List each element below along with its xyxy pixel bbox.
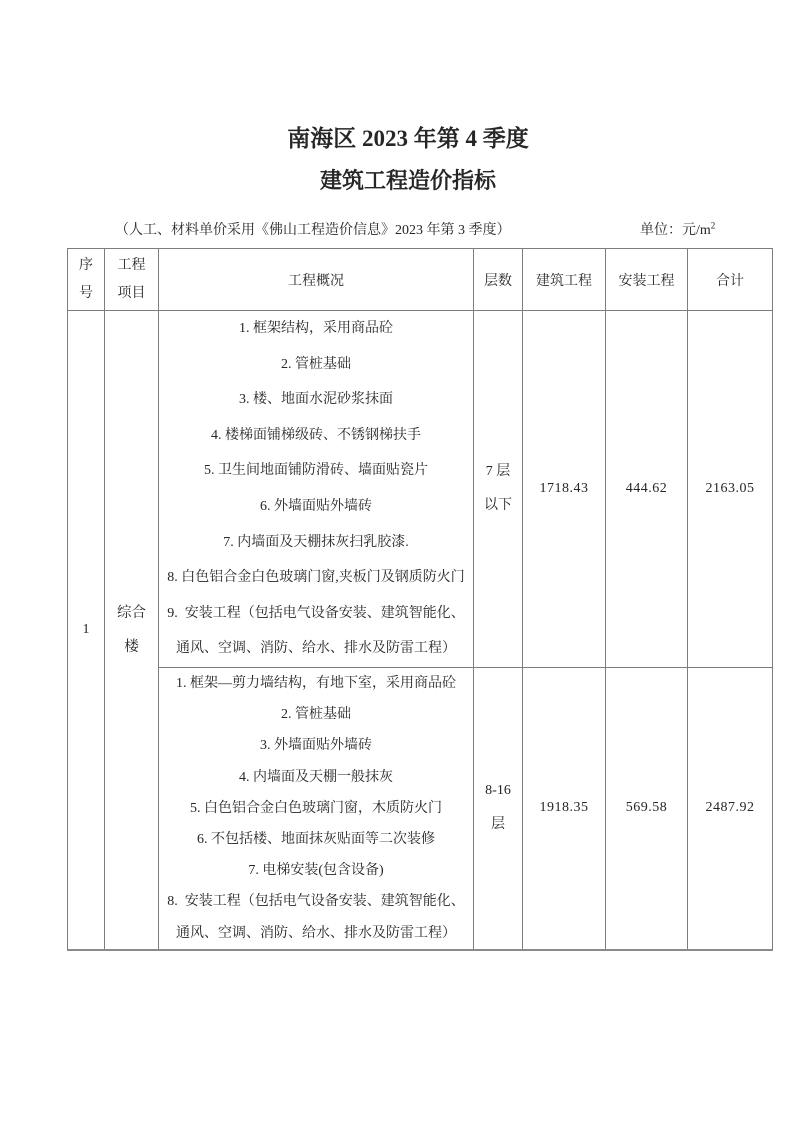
header-overview: 工程概况 [159,249,474,311]
table-row-floors-under-7 [68,311,773,668]
cell-total-cost: 2487.92 [688,667,773,949]
document-subtitle: 建筑工程造价指标 [319,168,496,193]
floors-line1: 8-16 [485,783,511,799]
unit-superscript: 2 [710,220,716,231]
overview-line: 1. 框架—剪力墙结构，有地下室，采用商品砼 [176,675,456,691]
overview-line: 4. 楼梯面铺梯级砖、不锈钢梯扶手 [211,427,421,443]
cell-overview [159,311,474,668]
overview-line: 8. 安装工程（包括电气设备安装、建筑智能化、 [167,894,465,910]
header-floors: 层数 [474,249,523,311]
table-header-row [68,249,773,311]
header-project [105,249,159,311]
source-note: （人工、材料单价采用《佛山工程造价信息》2023 年第 3 季度） [115,223,511,238]
header-total: 合计 [688,249,773,311]
floors-line2: 以下 [484,497,512,513]
overview-line: 1. 框架结构，采用商品砼 [239,321,393,336]
unit-label [640,219,715,239]
project-name-line2: 楼 [124,638,139,655]
cell-installation-cost: 444.62 [606,311,688,668]
header-project-line2: 项目 [117,285,146,301]
header-seq-line1: 序 [79,257,93,273]
cell-construction-cost: 1718.43 [523,311,606,668]
overview-line: 6. 不包括楼、地面抹灰贴面等二次装修 [197,831,435,847]
cell-overview [159,667,474,949]
overview-line: 3. 外墙面贴外墙砖 [260,738,372,754]
cell-installation-cost: 569.58 [606,667,688,949]
cost-index-table [67,248,773,951]
cell-construction-cost: 1918.35 [523,667,606,949]
overview-line: 2. 管桩基础 [281,707,351,723]
overview-line: 6. 外墙面贴外墙砖 [260,498,372,514]
cell-floors [474,311,523,668]
header-installation: 安装工程 [606,249,688,311]
cell-floors [474,667,523,949]
overview-line: 通风、空调、消防、给水、排水及防雷工程） [176,925,456,941]
cell-sequence-number: 1 [68,311,105,950]
overview-line: 3. 楼、地面水泥砂浆抹面 [239,392,393,408]
cell-project-name [105,311,159,950]
overview-line: 9. 安装工程（包括电气设备安装、建筑智能化、 [167,605,465,621]
project-name-line1: 综合 [117,604,146,621]
floors-line1: 7 层 [485,463,511,479]
overview-line: 通风、空调、消防、给水、排水及防雷工程） [176,641,456,657]
unit-text: 单位：元/m [640,223,711,238]
cell-total-cost: 2163.05 [688,311,773,668]
overview-line: 2. 管桩基础 [281,356,351,372]
overview-line: 7. 电梯安装(包含设备) [248,863,384,879]
document-title: 南海区 2023 年第 4 季度 [287,126,529,151]
overview-line: 5. 白色铝合金白色玻璃门窗，木质防火门 [190,800,442,816]
table-row-floors-8-16 [68,667,773,949]
header-project-line1: 工程 [117,257,146,273]
header-construction: 建筑工程 [523,249,606,311]
overview-line: 8. 白色铝合金白色玻璃门窗,夹板门及钢质防火门 [167,570,465,586]
header-seq-line2: 号 [79,285,93,301]
floors-line2: 层 [491,817,505,833]
header-seq [68,249,105,311]
overview-line: 7. 内墙面及天棚抹灰扫乳胶漆. [223,534,409,550]
overview-line: 4. 内墙面及天棚一般抹灰 [239,769,393,785]
overview-line: 5. 卫生间地面铺防滑砖、墙面贴瓷片 [204,463,428,479]
